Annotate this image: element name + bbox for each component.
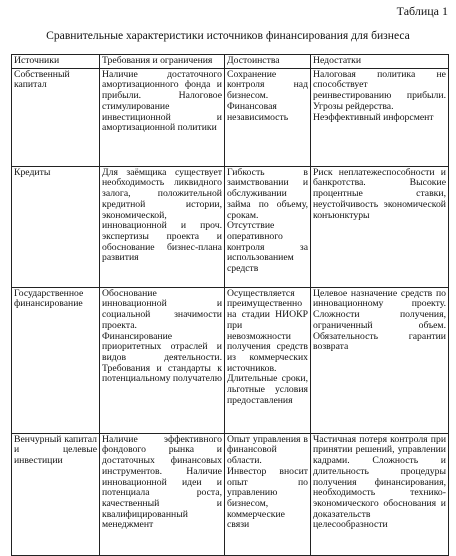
cell-text: Опыт управления в финансовой области. (227, 433, 308, 467)
table-number: Таблица 1 (396, 4, 448, 18)
cell-source: Государственное финансирование (12, 287, 100, 433)
cell-text: Длительные сроки, льготные условия предоставления (227, 373, 308, 406)
column-header-sources: Источники (12, 55, 100, 69)
cell-requirements (100, 166, 225, 287)
cell-requirements (100, 287, 225, 433)
table-header-row (12, 55, 449, 69)
cell-disadvantages (311, 287, 449, 433)
cell-text: Наличие эффективного фондового рынка и достаточных финансовых инструментов. Наличие инновационной идеи и потенциала роста, качественный и квалифицированный менеджмент (102, 433, 222, 531)
cell-disadvantages (311, 68, 449, 166)
table-row (12, 287, 449, 433)
cell-text: Осуществляется преимущественно на стадии НИОКР при невозможности получения средств из коммерческих источников. (227, 287, 308, 374)
table-row (12, 166, 449, 287)
cell-advantages (225, 166, 311, 287)
cell-text: Риск неплатежеспособности и банкротства. Высокие процентные ставки, неустойчивость экономической конъюнктуры (313, 166, 446, 221)
column-header-advantages: Достоинства (225, 55, 311, 69)
cell-text: Финансирование приоритетных отраслей и видов деятельности. Требования и стандарты к потенциальному получателю (102, 330, 222, 385)
cell-text: Гибкость в заимствовании и обслуживании займа по объему, срокам. (227, 166, 308, 221)
cell-text: Наличие достаточного амортизационного фонда и прибыли. Налоговое стимулирование инвестиционной и амортизационной политики (102, 68, 222, 134)
document-title: Сравнительные характеристики источников финансирования для бизнеса (46, 29, 410, 42)
column-header-disadvantages: Недостатки (311, 55, 449, 69)
cell-requirements (100, 433, 225, 555)
cell-source: Венчурный капитал и целевые инвестиции (12, 433, 100, 555)
cell-text: Целевое назначение средств по инновационному проекту. Сложности получения, ограниченный объем. Обязательность гарантии возврата (313, 287, 446, 353)
table-row (12, 68, 449, 166)
cell-disadvantages (311, 433, 449, 555)
cell-source: Собственный капитал (12, 68, 100, 166)
cell-advantages (225, 433, 311, 555)
cell-disadvantages (311, 166, 449, 287)
cell-text: Сохранение контроля над бизнесом. (227, 68, 308, 102)
cell-text: Финансовая независимость (227, 100, 289, 123)
cell-text: Обоснование инновационной и социальной значимости проекта. (102, 287, 222, 331)
cell-text: Частичная потеря контроля при принятии решений, управлении кадрами. Сложность и длительность процедуры получения финансирования, необходимость технико-экономического обоснования и доказательств целесообразности (313, 433, 446, 531)
cell-text: Инвестор вносит опыт по управлению бизнесом, коммерческие связи (227, 465, 308, 531)
table-row (12, 433, 449, 555)
cell-advantages (225, 287, 311, 433)
cell-advantages (225, 68, 311, 166)
cell-source: Кредиты (12, 166, 100, 287)
column-header-requirements: Требования и ограничения (100, 55, 225, 69)
cell-text: Для заёмщика существует необходимость ликвидного залога, положительной кредитной истории, экономической, инновационной и проч. экспертизы проекта и обоснование бизнес-плана развития (102, 166, 222, 264)
cell-text: Налоговая политика не способствует реинвестированию прибыли. Угрозы рейдерства. (313, 68, 446, 112)
cell-requirements (100, 68, 225, 166)
cell-text: Отсутствие оперативного контроля за использованием средств (227, 220, 308, 275)
cell-text: Неэффективный инфорсмент (313, 111, 434, 123)
comparison-table (11, 54, 449, 556)
